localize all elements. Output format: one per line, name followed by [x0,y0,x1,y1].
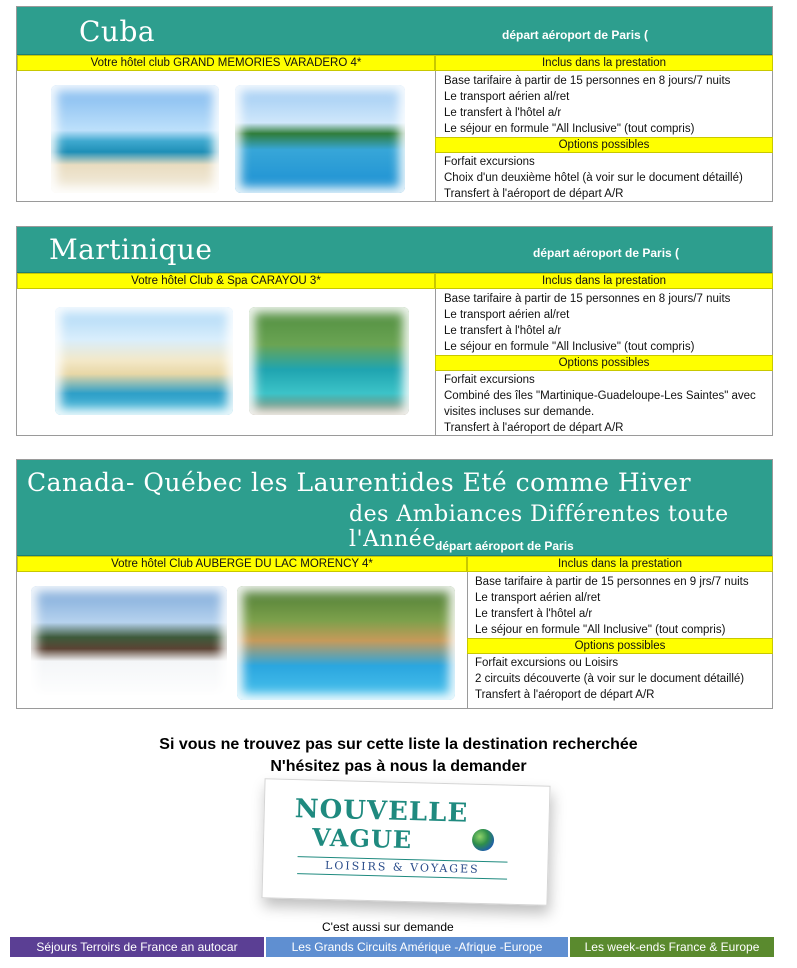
list-item: Forfait excursions [444,374,535,386]
martinique-hotel-bar: Votre hôtel Club & Spa CARAYOU 3* [17,273,435,289]
cuba-depart: départ aéroport de Paris ( [502,28,649,42]
canada-title-line1: Canada- Québec les Laurentides Eté comme Hiver [27,468,692,497]
martinique-header [17,227,772,273]
list-item: Le transfert à l'hôtel a/r [444,325,562,337]
canada-card [16,459,773,709]
list-item: Forfait excursions [444,156,535,168]
cuba-photo-pool [235,85,405,193]
list-item: Transfert à l'aéroport de départ A/R [475,689,655,701]
list-item: Combiné des îles "Martinique-Guadeloupe-Les Saintes" avec [444,390,756,402]
cuba-card [16,6,773,202]
martinique-options-header: Options possibles [435,355,773,371]
list-item: Le transport aérien al/ret [475,592,601,604]
cuba-title: Cuba [79,15,156,48]
list-item: Le transfert à l'hôtel a/r [475,608,593,620]
bottom-link-circuits[interactable]: Les Grands Circuits Amérique -Afrique -Europe [266,937,568,957]
logo-word-vague: VAGUE [311,822,413,855]
globe-icon [472,829,495,852]
martinique-inclus-list [444,291,730,355]
martinique-title: Martinique [49,233,213,266]
list-item: 2 circuits découverte (à voir sur le document détaillé) [475,673,745,685]
list-item: Choix d'un deuxième hôtel (à voir sur le document détaillé) [444,172,743,184]
list-item: Le séjour en formule "All Inclusive" (tout compris) [444,123,695,135]
list-item: Transfert à l'aéroport de départ A/R [444,188,624,200]
list-item: Le transport aérien al/ret [444,309,570,321]
canada-header [17,460,772,556]
cuba-photo-beach [51,85,219,193]
bottom-link-weekends[interactable]: Les week-ends France & Europe [570,937,774,957]
logo-word-nouvelle: NOUVELLE [294,794,469,829]
martinique-inclus-header: Inclus dans la prestation [435,273,773,289]
list-item: Le transfert à l'hôtel a/r [444,107,562,119]
question-line1: Si vous ne trouvez pas sur cette liste la destination recherchée [159,736,638,753]
martinique-options-list [444,372,756,436]
question-line2: N'hésitez pas à nous la demander [270,758,527,775]
canada-options-header: Options possibles [467,638,773,654]
list-item: Base tarifaire à partir de 15 personnes en 8 jours/7 nuits [444,75,731,87]
cuba-hotel-bar: Votre hôtel club GRAND MEMORIES VARADERO 4* [17,55,435,71]
canada-photo-pool [237,586,455,700]
cuba-options-list [444,154,743,202]
canada-title-line2: des Ambiances Différentes toute l'Année [349,502,729,552]
list-item: visites incluses sur demande. [444,406,595,418]
list-item: Forfait excursions ou Loisirs [475,657,619,669]
martinique-card [16,226,773,436]
canada-depart: départ aéroport de Paris [435,539,574,553]
canada-options-list [475,655,744,703]
list-item: Base tarifaire à partir de 15 personnes en 8 jours/7 nuits [444,293,731,305]
canada-inclus-list [475,574,749,638]
martinique-depart: départ aéroport de Paris ( [533,246,680,260]
cuba-options-header: Options possibles [435,137,773,153]
caption: C'est aussi sur demande [322,920,454,934]
logo-subtitle: LOISIRS & VOYAGES [297,856,507,879]
cuba-inclus-list [444,73,730,137]
list-item: Le transport aérien al/ret [444,91,570,103]
list-item: Base tarifaire à partir de 15 personnes en 9 jrs/7 nuits [475,576,749,588]
list-item: Transfert à l'aéroport de départ A/R [444,422,624,434]
list-item: Le séjour en formule "All Inclusive" (tout compris) [475,624,726,636]
nouvelle-vague-logo[interactable] [261,778,550,905]
bottom-link-terroirs[interactable]: Séjours Terroirs de France an autocar [10,937,264,957]
canada-hotel-bar: Votre hôtel Club AUBERGE DU LAC MORENCY 4* [17,556,467,572]
martinique-photo-pool [249,307,409,415]
cuba-inclus-header: Inclus dans la prestation [435,55,773,71]
canada-photo-snow [31,586,227,700]
list-item: Le séjour en formule "All Inclusive" (tout compris) [444,341,695,353]
martinique-photo-hotel [55,307,233,415]
cuba-header [17,7,772,55]
canada-inclus-header: Inclus dans la prestation [467,556,773,572]
